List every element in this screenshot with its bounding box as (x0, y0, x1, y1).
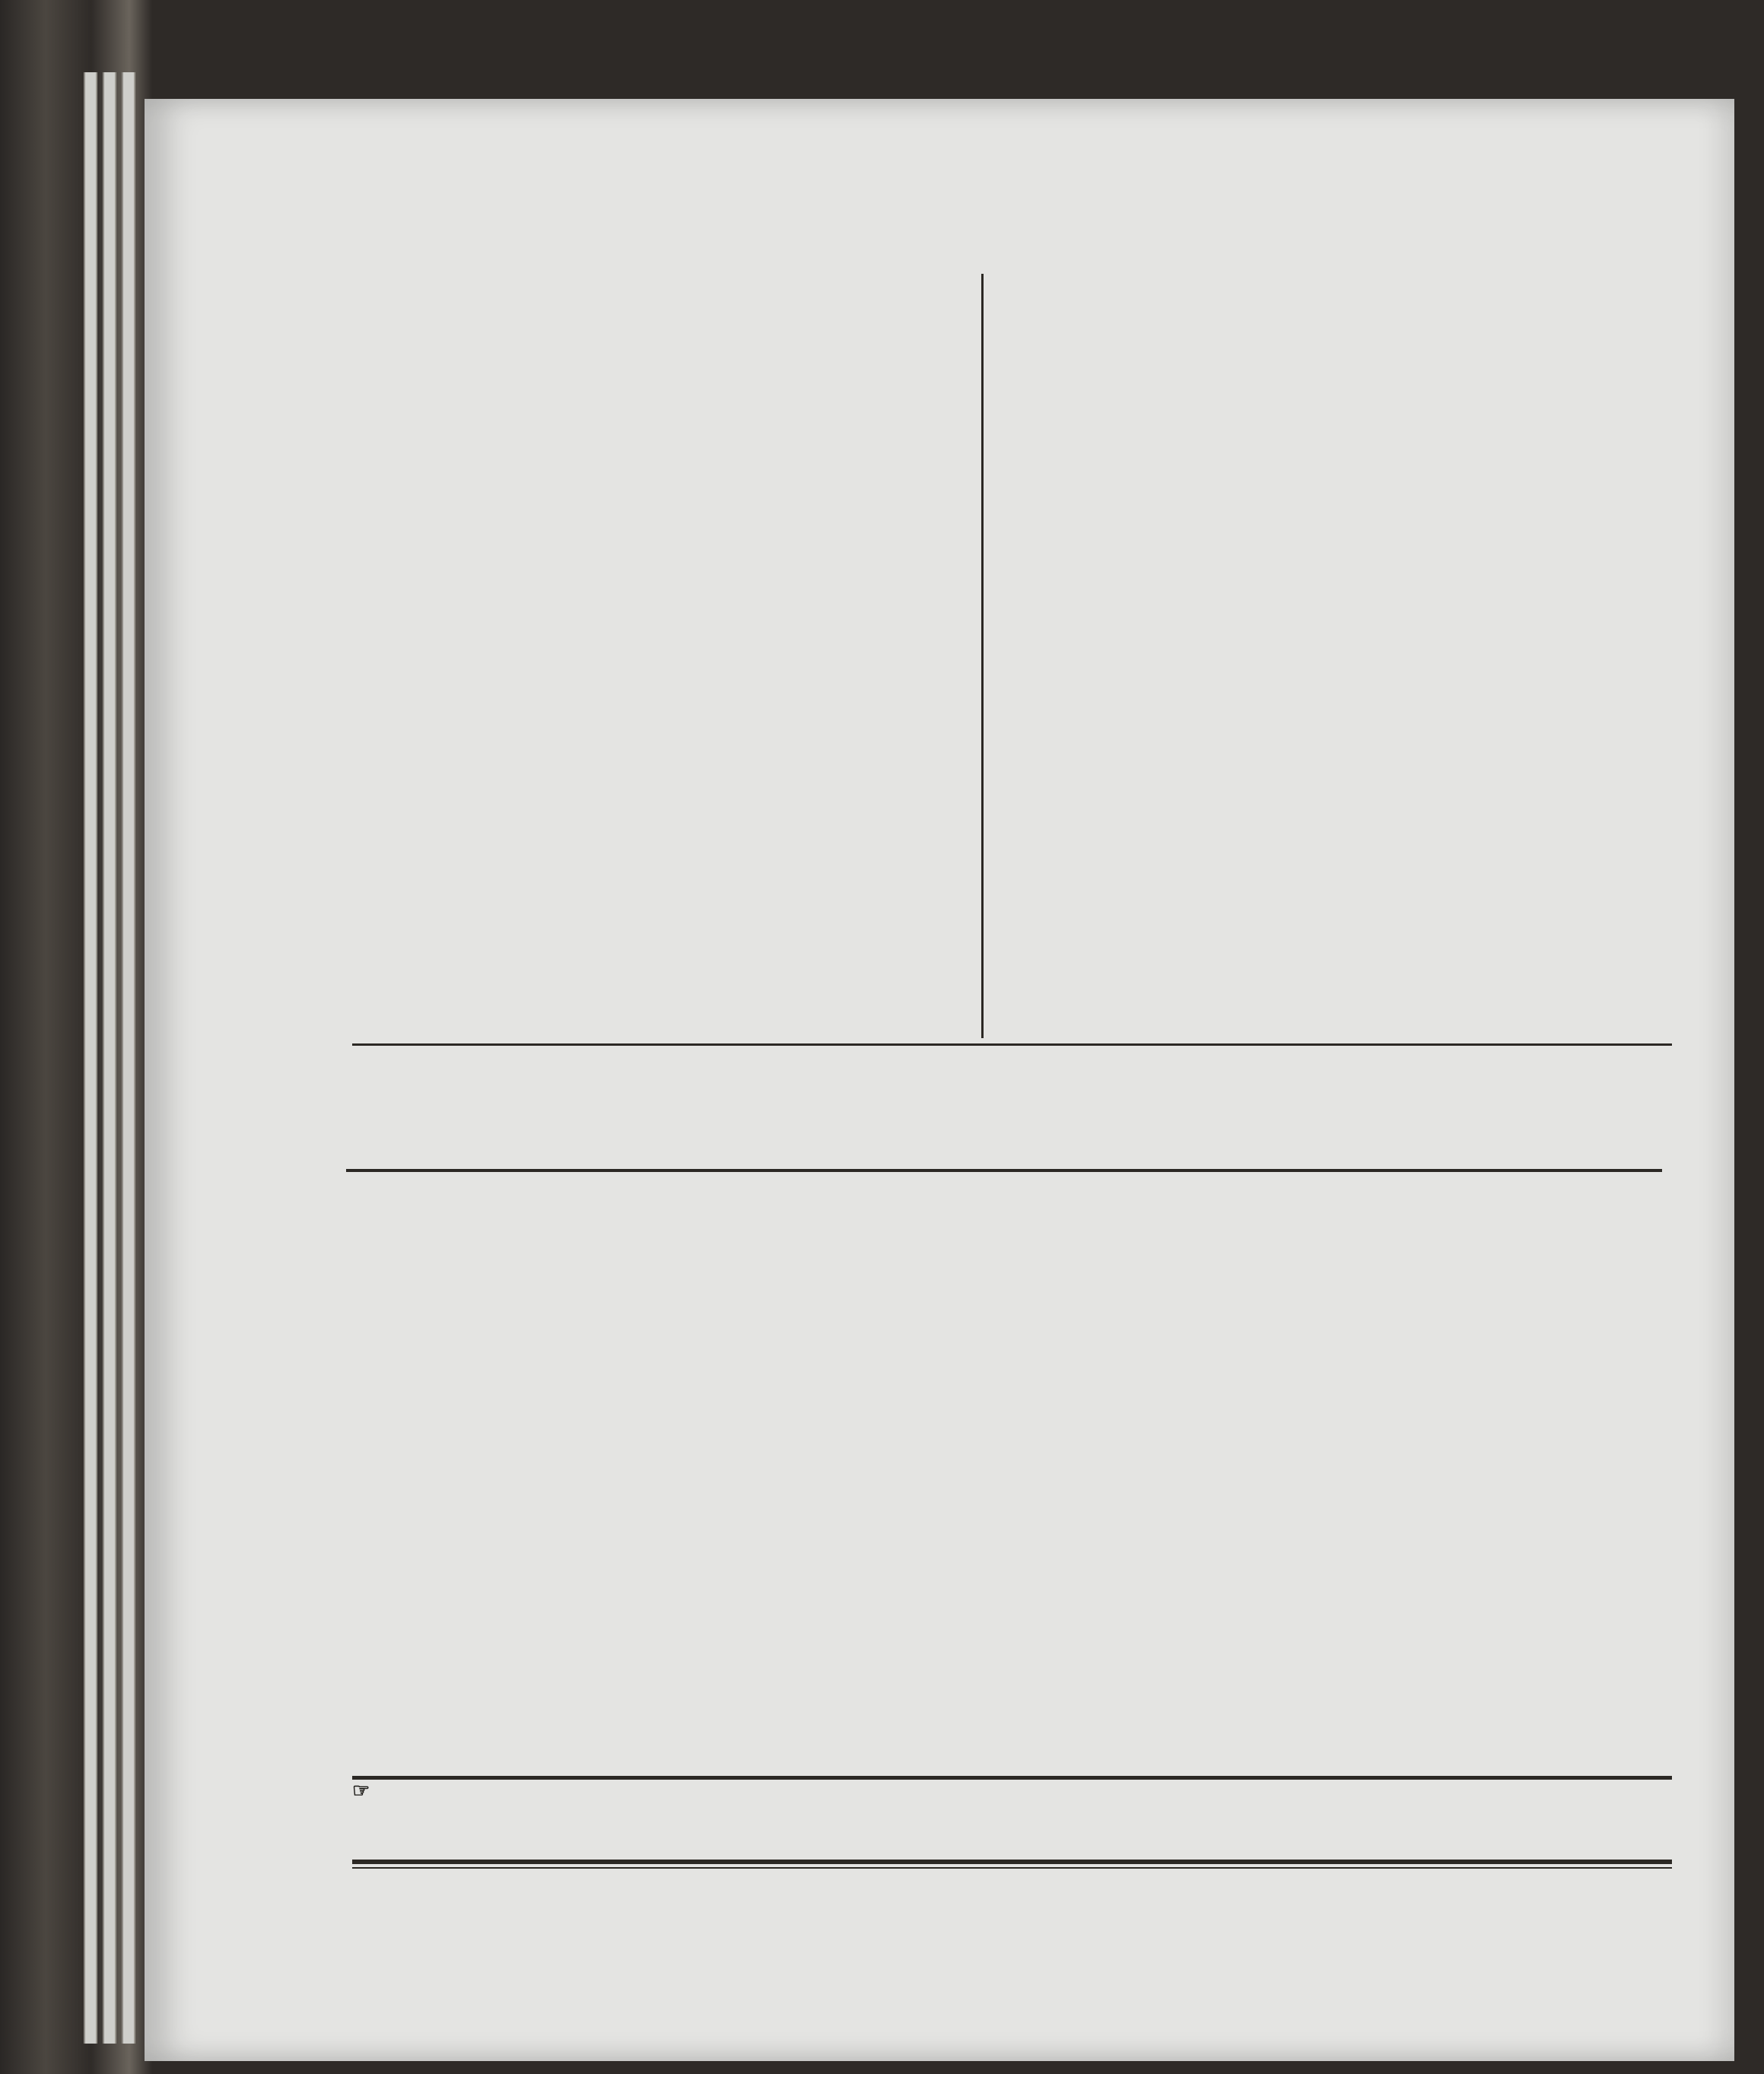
footer-rule (352, 1860, 1672, 1864)
pointing-hand-icon: ☞ (352, 1780, 370, 1802)
subscription-note (352, 1780, 1672, 1803)
footer-rule-thin (352, 1867, 1672, 1869)
